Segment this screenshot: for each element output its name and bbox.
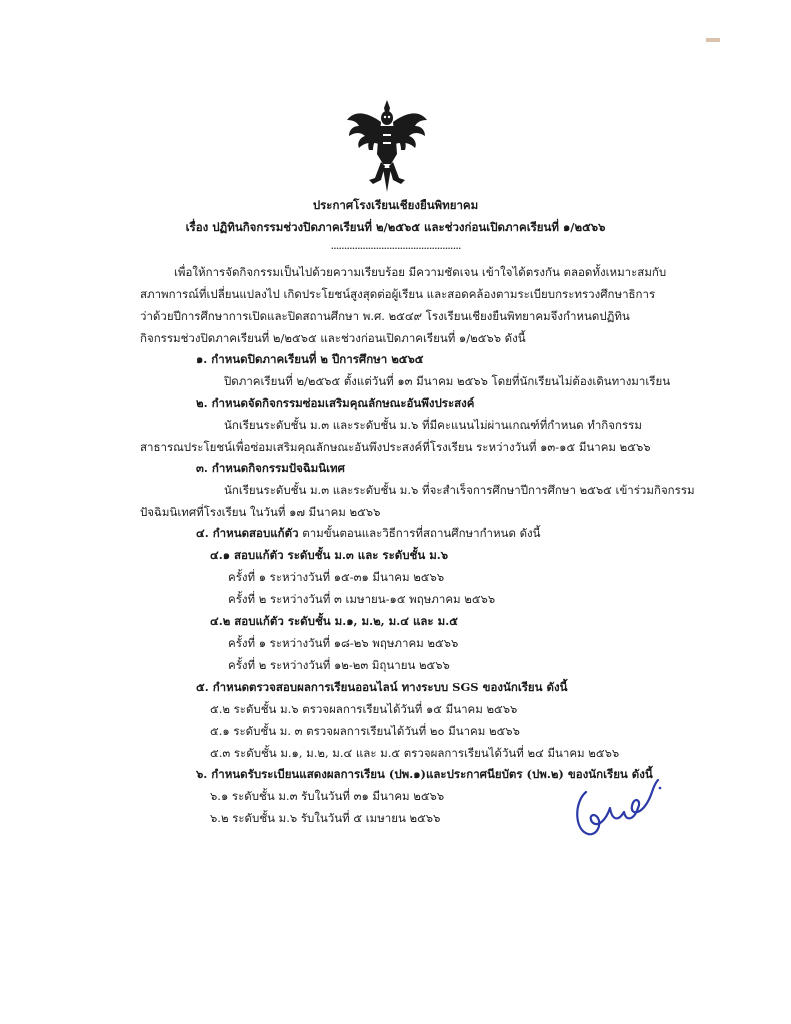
sub-line: ครั้งที่ ๑ ระหว่างวันที่ ๑๕-๓๑ มีนาคม ๒๕๖๖ [228,570,445,584]
page-subject: เรื่อง ปฏิทินกิจกรรมช่วงปิดภาคเรียนที่ ๒/๒๕๖๕ และช่วงก่อนเปิดภาคเรียนที่ ๑/๒๕๖๖ [185,220,606,234]
signature-mark [572,772,664,840]
item-line: ๖.๑ ระดับชั้น ม.๓ รับในวันที่ ๓๑ มีนาคม ๒๕๖๖ [210,789,445,803]
item-heading: ๖. กำหนดรับระเบียนแสดงผลการเรียน (ปพ.๑)และประกาศนียบัตร (ปพ.๒) ของนักเรียน ดังนี้ [196,767,653,781]
sub-heading: ๔.๒ สอบแก้ตัว ระดับชั้น ม.๑, ม.๒, ม.๔ และ ม.๕ [210,614,458,628]
item-heading: ๑. กำหนดปิดภาคเรียนที่ ๒ ปีการศึกษา ๒๕๖๕ [196,352,424,366]
item-heading-row [196,526,541,540]
sub-heading: ๔.๑ สอบแก้ตัว ระดับชั้น ม.๓ และ ระดับชั้น ม.๖ [210,548,449,562]
page-title: ประกาศโรงเรียนเชียงยืนพิทยาคม [312,198,479,212]
intro-line: ว่าด้วยปีการศึกษาการเปิดและปิดสถานศึกษา พ.ศ. ๒๕๔๙ โรงเรียนเชียงยืนพิทยาคมจึงกำหนดปฏิทิน [140,309,630,323]
item-heading-suffix: ตามขั้นตอนและวิธีการที่สถานศึกษากำหนด ดังนี้ [302,526,541,540]
item-line: สาธารณประโยชน์เพื่อซ่อมเสริมคุณลักษณะอันพึงประสงค์ที่โรงเรียน ระหว่างวันที่ ๑๓-๑๕ มีนาคม ๒๕๖๖ [140,440,651,454]
intro-line: เพื่อให้การจัดกิจกรรมเป็นไปด้วยความเรียบร้อย มีความชัดเจน เข้าใจได้ตรงกัน ตลอดทั้งเหมาะสมกับ [174,265,667,279]
item-heading: ๒. กำหนดจัดกิจกรรมซ่อมเสริมคุณลักษณะอันพึงประสงค์ [196,396,475,410]
corner-mark [706,38,720,42]
item-line: นักเรียนระดับชั้น ม.๓ และระดับชั้น ม.๖ ที่มีคะแนนไม่ผ่านเกณฑ์ที่กำหนด ทำกิจกรรม [224,418,642,432]
item-line: ๕.๓ ระดับชั้น ม.๑, ม.๒, ม.๔ และ ม.๕ ตรวจผลการเรียนได้วันที่ ๒๔ มีนาคม ๒๕๖๖ [210,746,620,760]
item-line: นักเรียนระดับชั้น ม.๓ และระดับชั้น ม.๖ ที่จะสำเร็จการศึกษาปีการศึกษา ๒๕๖๕ เข้าร่วมกิจกรรม [224,483,695,497]
sub-line: ครั้งที่ ๑ ระหว่างวันที่ ๑๘-๒๖ พฤษภาคม ๒๕๖๖ [228,636,459,650]
sub-line: ครั้งที่ ๒ ระหว่างวันที่ ๓ เมษายน-๑๕ พฤษภาคม ๒๕๖๖ [228,592,496,606]
garuda-emblem-icon [345,98,429,194]
item-line: ๖.๒ ระดับชั้น ม.๖ รับในวันที่ ๕ เมษายน ๒๕๖๖ [210,811,441,825]
item-heading: ๕. กำหนดตรวจสอบผลการเรียนออนไลน์ ทางระบบ SGS ของนักเรียน ดังนี้ [196,680,568,694]
intro-line: สภาพการณ์ที่เปลี่ยนแปลงไป เกิดประโยชน์สูงสุดต่อผู้เรียน และสอดคล้องตามระเบียบกระทรวงศึกษาธิการ [140,287,656,301]
item-line: ๕.๒ ระดับชั้น ม.๖ ตรวจผลการเรียนได้วันที่ ๑๕ มีนาคม ๒๕๖๖ [210,702,518,716]
item-line: ๕.๑ ระดับชั้น ม. ๓ ตรวจผลการเรียนได้วันที่ ๒๐ มีนาคม ๒๕๖๖ [210,724,520,738]
intro-line: กิจกรรมช่วงปิดภาคเรียนที่ ๒/๒๕๖๕ และช่วงก่อนเปิดภาคเรียนที่ ๑/๒๕๖๖ ดังนี้ [140,331,526,345]
item-heading: ๔. กำหนดสอบแก้ตัว [196,526,299,540]
title-divider: ................................................. [330,238,461,252]
item-line: ปิดภาคเรียนที่ ๒/๒๕๖๕ ตั้งแต่วันที่ ๑๓ มีนาคม ๒๕๖๖ โดยที่นักเรียนไม่ต้องเดินทางมาเรียน [224,374,671,388]
item-heading: ๓. กำหนดกิจกรรมปัจฉิมนิเทศ [196,461,345,475]
item-line: ปัจฉิมนิเทศที่โรงเรียน ในวันที่ ๑๗ มีนาคม ๒๕๖๖ [140,505,381,519]
sub-line: ครั้งที่ ๒ ระหว่างวันที่ ๑๒-๒๓ มิถุนายน ๒๕๖๖ [228,658,450,672]
